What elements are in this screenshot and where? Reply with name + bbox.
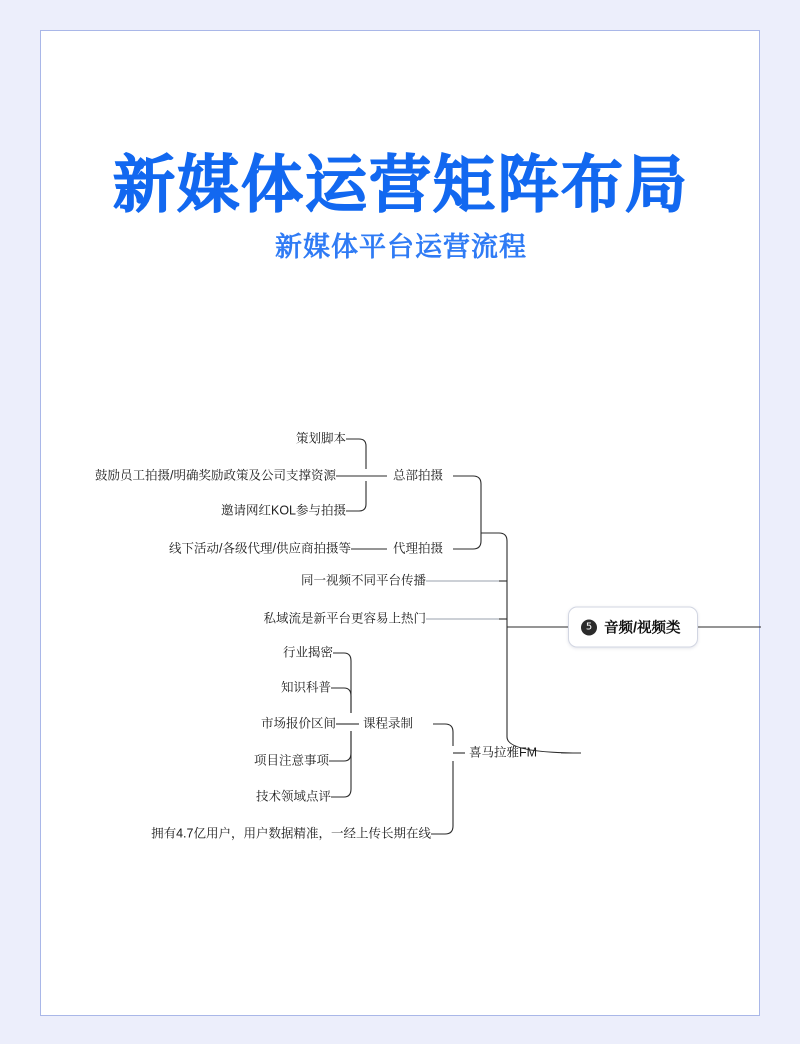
node-项目注意事项[interactable]: 项目注意事项 xyxy=(253,753,329,768)
node-总部拍摄[interactable]: 总部拍摄 xyxy=(393,468,444,483)
node-同一视频不同平台传播[interactable]: 同一视频不同平台传播 xyxy=(300,573,426,588)
node-行业揭密[interactable]: 行业揭密 xyxy=(282,645,333,660)
node-技术领域点评[interactable]: 技术领域点评 xyxy=(255,789,331,804)
node-鼓励员工拍摄[interactable]: 鼓励员工拍摄/明确奖励政策及公司支撑资源 xyxy=(95,468,336,483)
root-node[interactable] xyxy=(568,607,698,648)
page-title: 新媒体运营矩阵布局 xyxy=(112,148,689,221)
node-线下活动[interactable]: 线下活动/各级代理/供应商拍摄等 xyxy=(169,541,351,556)
node-邀请网红KOL[interactable]: 邀请网红KOL参与拍摄 xyxy=(220,503,346,518)
title-block xyxy=(41,148,761,264)
root-badge: 5 xyxy=(581,619,597,635)
poster-card xyxy=(40,30,760,1016)
page-subtitle: 新媒体平台运营流程 xyxy=(275,232,527,264)
node-用户数据[interactable]: 拥有4.7亿用户，用户数据精准，一经上传长期在线 xyxy=(151,826,431,841)
mindmap xyxy=(41,391,761,911)
node-策划脚本[interactable]: 策划脚本 xyxy=(295,431,346,446)
root-node-label: 音频/视频类 xyxy=(604,620,681,637)
node-市场报价区间[interactable]: 市场报价区间 xyxy=(260,716,336,731)
node-知识科普[interactable]: 知识科普 xyxy=(280,680,331,695)
node-私域流是新平台更容易上热门[interactable]: 私域流是新平台更容易上热门 xyxy=(263,611,426,626)
node-喜马拉雅FM[interactable]: 喜马拉雅FM xyxy=(469,745,538,760)
node-课程录制[interactable]: 课程录制 xyxy=(363,716,414,731)
node-代理拍摄[interactable]: 代理拍摄 xyxy=(393,541,444,556)
